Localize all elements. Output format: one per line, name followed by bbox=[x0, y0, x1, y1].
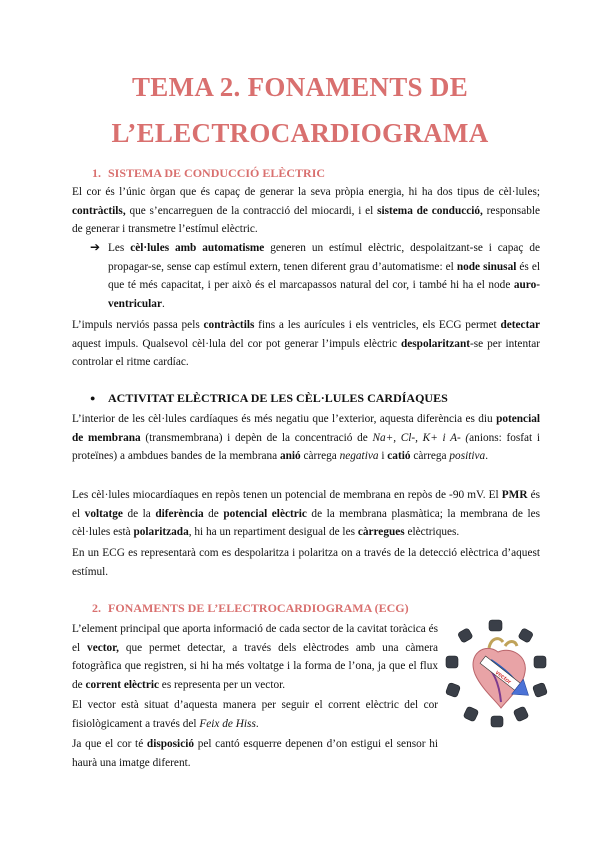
section-2-paragraph-2: El vector està situat d’aquesta manera per seguir el corrent elèctric del cor fisiològicament a través del Feix de Hiss. bbox=[72, 699, 438, 730]
electrode-icon bbox=[518, 628, 534, 644]
section-1-number: 1. bbox=[92, 166, 101, 180]
section-2-number: 2. bbox=[92, 601, 101, 615]
subsection-paragraph-1: L’interior de les cèl·lules cardíaques és més negatiu que l’exterior, aquesta diferència es diu potencial de membrana (transmembrana) i depèn de la concentració de Na+, Cl-, K+ i A- (anions: fosfat i proteïnes) a ambdues bandes de la membrana anió càrrega negativa i catió càrrega positiva. bbox=[72, 413, 540, 463]
electrode-icon bbox=[489, 620, 502, 631]
subsection-paragraph-2: Les cèl·lules miocardíaques en repòs tenen un potencial de membrana en repòs de -90 mV. El PMR és el voltatge de la diferència de potencial elèctric de la membrana plasmàtica; la membrana de les cèl·lules està polaritzada, hi ha un repartiment desigual de les càrregues elèctriques. bbox=[72, 489, 540, 539]
vector-label: vector bbox=[493, 669, 512, 686]
arrow-bullet-icon: ➔ bbox=[90, 240, 101, 254]
page-title-line-2: L’ELECTROCARDIOGRAMA bbox=[111, 118, 489, 148]
section-1-bullet-text: Les cèl·lules amb automatisme generen un estímul elèctric, despolaitzant-se i capaç de propagar-se, sense cap estímul extern, tenen diferent grau d’automatisme: el node sinusal és el que té més capacitat, i per això és el marcapassos natural del cor, i també hi ha el node auro-ventricular. bbox=[108, 242, 540, 310]
page-title-line-1: TEMA 2. FONAMENTS DE bbox=[131, 72, 469, 102]
dot-bullet-icon: ● bbox=[90, 393, 96, 403]
section-2-paragraph-3: Ja que el cor té disposició pel cantó esquerre depenen d’on estigui el sensor hi haurà una imatge diferent. bbox=[72, 738, 438, 769]
section-1-paragraph-1: El cor és l’únic òrgan que és capaç de generar la seva pròpia energia, hi ha dos tipus de cèl·lules; contràctils, que s’encarreguen de la contracció del miocardi, i el sistema de conducció, responsable de generar i transmetre l’estímul elèctric. bbox=[72, 186, 541, 236]
subsection-paragraph-3: En un ECG es representarà com es despolaritza i polaritza on a través de la detecció elèctrica d’aquest estímul. bbox=[72, 547, 540, 578]
electrode-icon bbox=[534, 656, 546, 668]
section-1-paragraph-2: L’impuls nerviós passa pels contràctils fins a les aurícules i els ventricles, els ECG permet detectar aquest impuls. Qualsevol cèl·lula del cor pot generar l’impuls elèctric despolaritzant-se per intentar controlar el ritme cardíac. bbox=[72, 319, 541, 369]
electrode-icon bbox=[446, 656, 458, 668]
electrode-icon bbox=[513, 706, 529, 722]
electrode-icon bbox=[463, 706, 479, 722]
section-2-heading: FONAMENTS DE L’ELECTROCARDIOGRAMA (ECG) bbox=[108, 601, 409, 615]
section-1-heading: SISTEMA DE CONDUCCIÓ ELÈCTRIC bbox=[108, 166, 326, 180]
ecg-electrodes-figure bbox=[443, 618, 553, 730]
section-2-paragraph-1: L’element principal que aporta informació de cada sector de la cavitat toràcica és el vector, que permet detectar, a través dels elèctrodes amb una càmera fotogràfica que registren, si hi ha més voltatge i la forma de l’ona, ja que el flux de corrent elèctric es representa per un vector. bbox=[72, 623, 438, 691]
subsection-heading: ACTIVITAT ELÈCTRICA DE LES CÈL·LULES CARDÍAQUES bbox=[108, 391, 448, 405]
electrode-icon bbox=[457, 628, 473, 644]
electrode-icon bbox=[445, 682, 460, 697]
electrode-icon bbox=[491, 716, 503, 727]
aorta-icon bbox=[489, 639, 517, 648]
electrode-icon bbox=[532, 682, 547, 697]
